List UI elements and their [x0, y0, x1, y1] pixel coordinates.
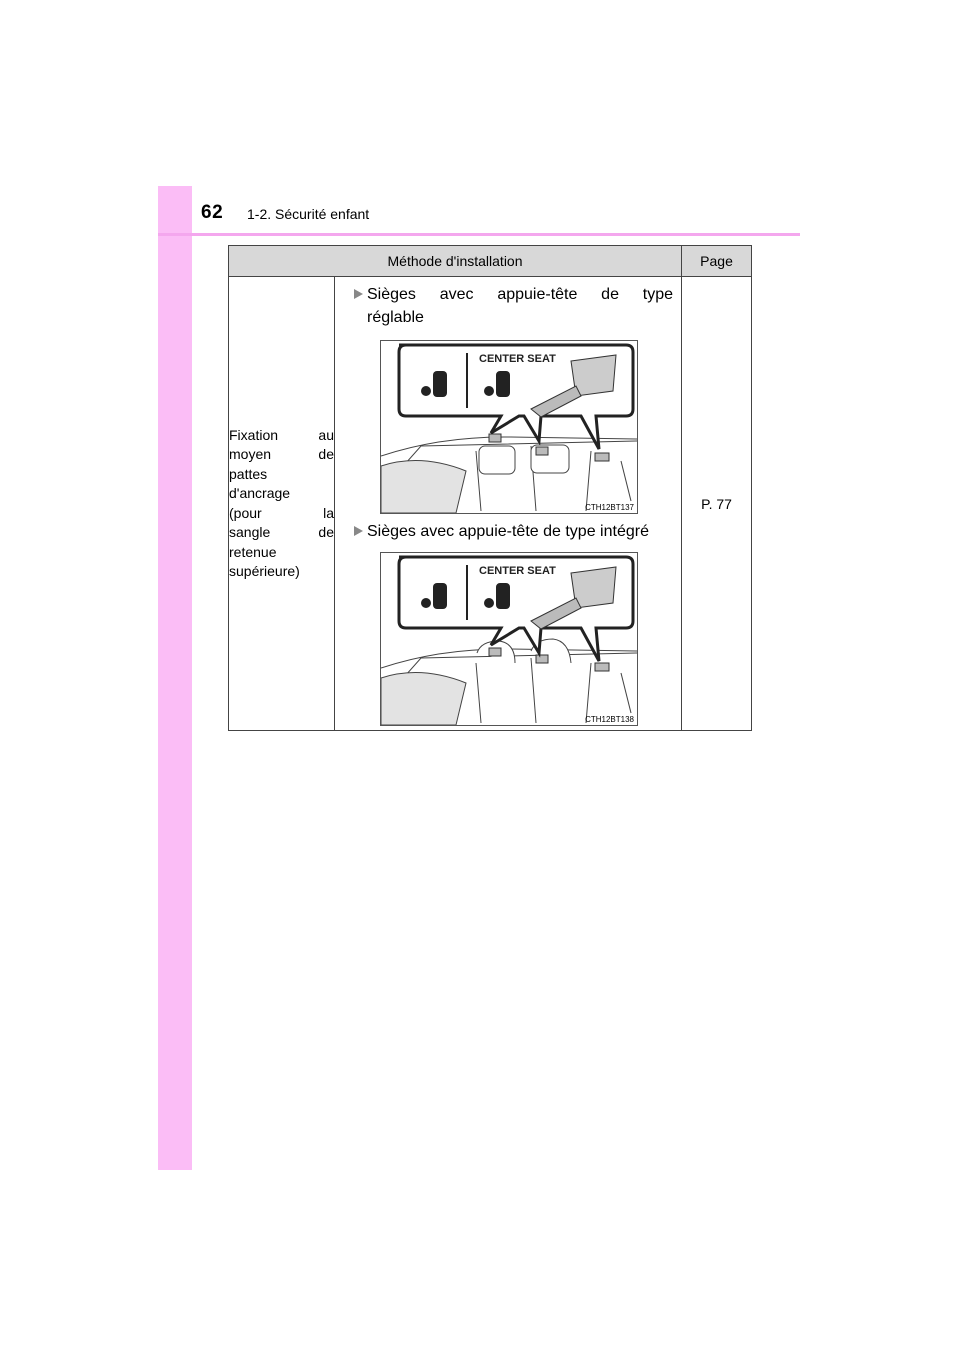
figure-code: CTH12BT137 — [585, 503, 634, 512]
seat-anchor-illustration — [381, 341, 637, 513]
method-line: (pour la — [229, 504, 334, 521]
method-line: sangle de — [229, 524, 334, 540]
method-line: moyen de — [229, 446, 334, 462]
side-tab-band — [158, 186, 192, 1170]
figure-adjustable-headrest — [380, 340, 638, 514]
method-line: Fixation au — [229, 426, 334, 443]
method-cell — [229, 277, 335, 731]
bullet-triangle-icon — [354, 289, 363, 299]
section-title: 1-2. Sécurité enfant — [247, 206, 370, 222]
table-header-row — [229, 246, 752, 277]
method-line: supérieure) — [229, 563, 300, 579]
table-row — [229, 277, 752, 731]
method-line: d'ancrage — [229, 485, 291, 501]
figure-code: CTH12BT138 — [585, 715, 634, 724]
figure-caption: CENTER SEAT — [479, 353, 556, 365]
bullet-label-line1: Sièges avec appuie-tête de type — [367, 286, 674, 303]
seat-anchor-illustration — [381, 553, 637, 725]
bullet-item-integrated-headrest — [335, 520, 681, 543]
header-rule — [158, 233, 800, 236]
method-line: retenue — [229, 543, 277, 560]
figure-caption: CENTER SEAT — [479, 565, 556, 577]
page-reference-cell: P. 77 — [682, 277, 752, 731]
column-header-page: Page — [682, 246, 752, 277]
method-line: pattes — [229, 465, 268, 482]
column-header-method: Méthode d'installation — [229, 246, 682, 277]
installation-table — [228, 245, 752, 731]
detail-cell — [335, 277, 682, 731]
bullet-item-adjustable-headrest — [335, 283, 681, 329]
bullet-triangle-icon — [354, 526, 363, 536]
page-number: 62 — [201, 202, 224, 223]
figure-integrated-headrest — [380, 552, 638, 726]
bullet-label: Sièges avec appuie-tête de type intégré — [367, 523, 649, 540]
bullet-label-line2: réglable — [367, 309, 424, 326]
